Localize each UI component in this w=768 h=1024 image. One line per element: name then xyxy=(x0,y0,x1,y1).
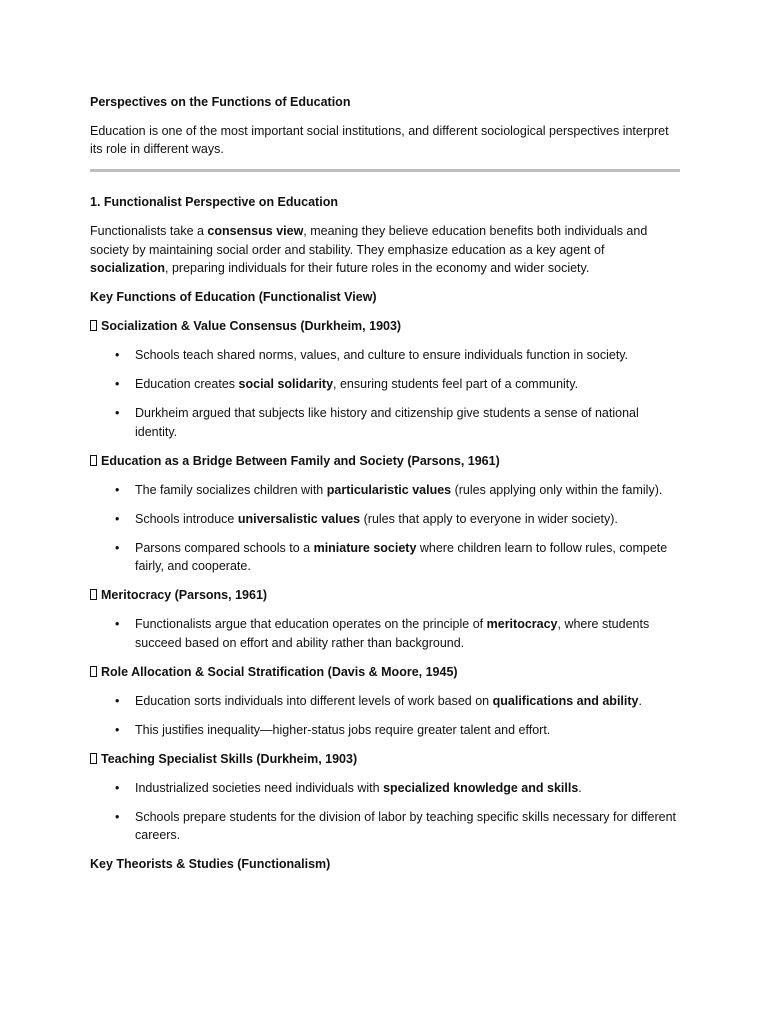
bullet-icon: • xyxy=(115,482,120,497)
document-title: Perspectives on the Functions of Education xyxy=(90,95,351,109)
missing-glyph-icon xyxy=(90,320,97,331)
bullet-icon: • xyxy=(115,617,120,631)
list-item xyxy=(90,692,680,711)
text-run: , preparing individuals for their future roles in the economy and wider society. xyxy=(165,261,590,275)
bullet-list xyxy=(90,481,680,576)
text-run: (rules that apply to everyone in wider society). xyxy=(360,511,618,526)
function-title: Meritocracy (Parsons, 1961) xyxy=(101,588,268,602)
list-item xyxy=(90,721,680,740)
text-run: Education creates xyxy=(135,377,239,391)
text-run: Industrialized societies need individuals with xyxy=(135,780,384,795)
missing-glyph-icon xyxy=(90,666,97,677)
missing-glyph-icon xyxy=(90,589,97,600)
bullet-icon: • xyxy=(115,348,120,362)
list-item xyxy=(90,404,680,441)
bold-term: social solidarity xyxy=(238,377,334,391)
list-item xyxy=(90,375,680,394)
bold-term: socialization xyxy=(90,261,166,275)
function-title: Education as a Bridge Between Family and Society (Parsons, 1961) xyxy=(101,453,500,468)
bold-term: meritocracy xyxy=(486,617,558,631)
function-subheading xyxy=(90,317,680,336)
bullet-list xyxy=(90,615,680,652)
function-title: Socialization & Value Consensus (Durkheim, 1903) xyxy=(101,319,402,333)
text-run: . xyxy=(578,780,582,795)
bullet-icon: • xyxy=(115,377,120,391)
bullet-list xyxy=(90,692,680,740)
text-run: where children learn to follow rules, compete fairly, and cooperate. xyxy=(135,540,668,573)
bold-term: particularistic values xyxy=(326,482,452,497)
text-run: Education sorts individuals into different levels of work based on xyxy=(135,693,493,708)
list-item xyxy=(90,539,680,576)
bold-term: qualifications and ability xyxy=(492,693,639,708)
function-subheading xyxy=(90,452,680,471)
section-heading: 1. Functionalist Perspective on Education xyxy=(90,195,338,209)
bold-term: specialized knowledge and skills xyxy=(383,780,579,795)
bold-term: consensus view xyxy=(207,224,304,238)
theorists-heading: Key Theorists & Studies (Functionalism) xyxy=(90,857,331,871)
function-subheading xyxy=(90,750,680,769)
text-run: This justifies inequality—higher-status jobs require greater talent and effort. xyxy=(135,722,551,737)
function-title: Teaching Specialist Skills (Durkheim, 1903) xyxy=(101,751,358,766)
functions-list xyxy=(90,317,680,845)
text-run: , meaning they believe education benefits both individuals and society by maintaining social order and stability. They emphasize education as a key agent of xyxy=(90,224,648,257)
text-run: Schools teach shared norms, values, and culture to ensure individuals function in society. xyxy=(135,348,629,362)
bullet-icon: • xyxy=(115,693,120,708)
text-run: Functionalists take a xyxy=(90,224,208,238)
bold-term: universalistic values xyxy=(237,511,361,526)
bullet-icon: • xyxy=(115,511,120,526)
missing-glyph-icon xyxy=(90,455,97,466)
text-run: Schools introduce xyxy=(135,511,238,526)
section-paragraph xyxy=(90,222,680,278)
text-run: Durkheim argued that subjects like history and citizenship give students a sense of national identity. xyxy=(135,406,639,439)
list-item xyxy=(90,779,680,798)
function-title: Role Allocation & Social Stratification (Davis & Moore, 1945) xyxy=(101,664,458,679)
missing-glyph-icon xyxy=(90,753,97,764)
bullet-list xyxy=(90,346,680,441)
function-subheading xyxy=(90,663,680,682)
bullet-icon: • xyxy=(115,722,120,737)
list-item xyxy=(90,481,680,500)
bullet-list xyxy=(90,779,680,845)
text-run: (rules applying only within the family). xyxy=(451,482,663,497)
document-page xyxy=(90,93,680,884)
key-functions-heading: Key Functions of Education (Functionalist View) xyxy=(90,290,377,304)
text-run: . xyxy=(638,693,642,708)
list-item xyxy=(90,510,680,529)
bold-term: miniature society xyxy=(313,540,417,555)
bullet-icon: • xyxy=(115,780,120,795)
list-item xyxy=(90,615,680,652)
text-run: Functionalists argue that education operates on the principle of xyxy=(135,617,487,631)
text-run: Parsons compared schools to a xyxy=(135,540,314,555)
text-run: , ensuring students feel part of a community. xyxy=(333,377,579,391)
text-run: Schools prepare students for the division of labor by teaching specific skills necessary for different careers. xyxy=(135,809,677,842)
list-item xyxy=(90,346,680,365)
text-run: , where students succeed based on effort and ability rather than background. xyxy=(135,617,650,650)
text-run: The family socializes children with xyxy=(135,482,327,497)
horizontal-divider xyxy=(90,169,680,172)
bullet-icon: • xyxy=(115,540,120,555)
bullet-icon: • xyxy=(115,809,120,824)
intro-paragraph: Education is one of the most important social institutions, and different sociological perspectives interpret its role in different ways. xyxy=(90,123,669,156)
bullet-icon: • xyxy=(115,406,120,420)
list-item xyxy=(90,808,680,845)
function-subheading xyxy=(90,586,680,605)
